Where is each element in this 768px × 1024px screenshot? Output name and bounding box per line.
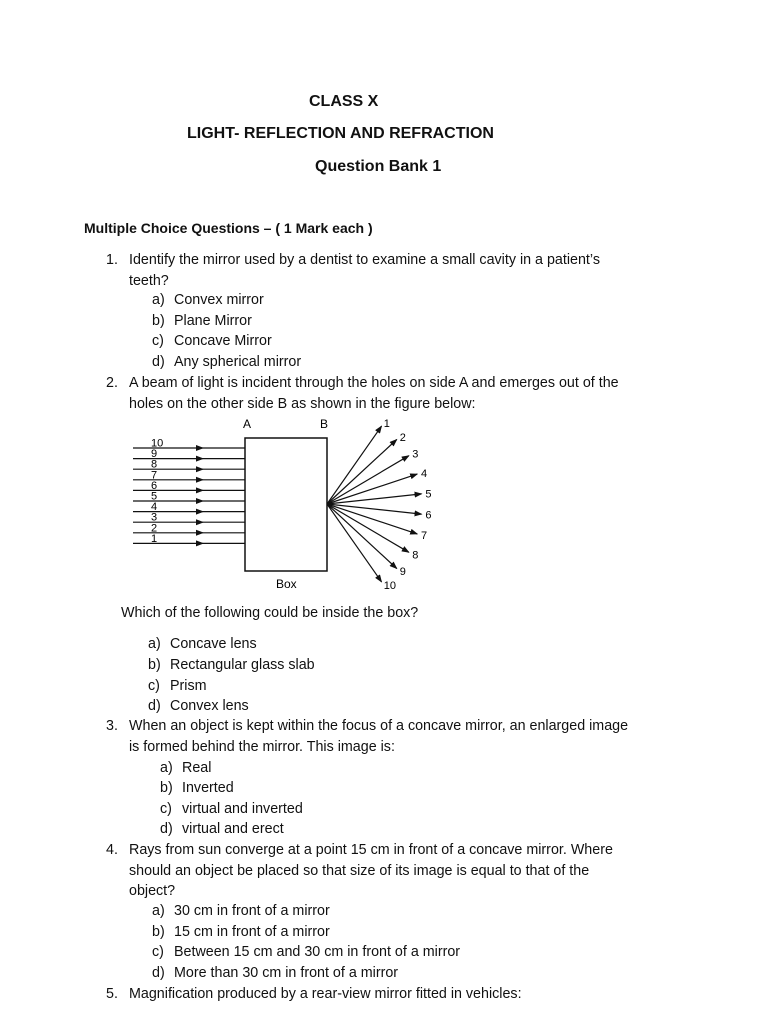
question-2-prompt: Which of the following could be inside the box? — [121, 605, 419, 621]
outgoing-ray-label: 6 — [425, 509, 432, 522]
incoming-ray-label: 6 — [151, 479, 158, 492]
option-4d: d) More than 30 cm in front of a mirror — [152, 965, 399, 981]
question-text-line: should an object be placed so that size of its image is equal to that of the — [129, 862, 590, 879]
outgoing-ray-label: 2 — [399, 431, 406, 444]
option-3a: a) Real — [160, 760, 212, 776]
outgoing-ray — [327, 440, 397, 505]
option-2c: c) Prism — [148, 678, 207, 694]
outgoing-ray-label: 10 — [383, 580, 397, 592]
question-text-line: Rays from sun converge at a point 15 cm in front of a concave mirror. Where — [129, 842, 613, 858]
incoming-ray-label: 3 — [151, 511, 158, 524]
question-number: 3. — [106, 718, 118, 734]
question-number: 4. — [106, 842, 118, 858]
option-1c: c) Concave Mirror — [152, 333, 272, 349]
incoming-ray-label: 2 — [151, 522, 158, 535]
question-text-line: is formed behind the mirror. This image is: — [129, 738, 395, 755]
incoming-ray-label: 1 — [151, 532, 158, 545]
arrow-icon — [196, 456, 204, 462]
option-3b: b) Inverted — [160, 780, 234, 796]
side-b-label: B — [320, 417, 329, 431]
outgoing-ray-label: 9 — [399, 566, 406, 579]
outgoing-ray — [327, 504, 382, 582]
option-1d: d) Any spherical mirror — [152, 354, 302, 370]
question-number: 5. — [106, 986, 118, 1002]
outgoing-rays — [327, 418, 432, 592]
outgoing-ray-label: 4 — [421, 467, 428, 480]
outgoing-ray-label: 1 — [383, 417, 390, 430]
question-text-line: holes on the other side B as shown in the figure below: — [129, 395, 476, 412]
arrow-icon — [196, 509, 204, 515]
arrow-icon — [196, 477, 204, 483]
option-4b: b) 15 cm in front of a mirror — [152, 924, 330, 940]
arrow-icon — [196, 445, 204, 451]
question-text-line: When an object is kept within the focus of a concave mirror, an enlarged image — [129, 718, 629, 734]
outgoing-ray-label: 5 — [425, 488, 432, 501]
side-a-label: A — [243, 417, 252, 431]
question-number: 1. — [106, 252, 118, 268]
incoming-ray-label: 5 — [151, 490, 158, 503]
option-3c: c) virtual and inverted — [160, 801, 303, 817]
question-text-line: A beam of light is incident through the holes on side A and emerges out of the — [129, 375, 619, 391]
incoming-ray-label: 8 — [151, 458, 158, 471]
section-heading: Multiple Choice Questions – ( 1 Mark each ) — [84, 220, 373, 236]
question-number: 2. — [106, 375, 118, 391]
option-1b: b) Plane Mirror — [152, 313, 252, 329]
arrow-icon — [196, 519, 204, 525]
option-2b: b) Rectangular glass slab — [148, 657, 315, 673]
outgoing-ray-label: 3 — [412, 448, 419, 461]
light-box-figure — [120, 412, 440, 592]
arrow-icon — [196, 466, 204, 472]
arrow-icon — [196, 498, 204, 504]
option-4a: a) 30 cm in front of a mirror — [152, 903, 330, 919]
box-label: Box — [276, 577, 297, 591]
incoming-ray-label: 7 — [151, 469, 158, 482]
incoming-ray-label: 9 — [151, 448, 158, 461]
incoming-ray-label: 4 — [151, 501, 158, 514]
incoming-rays — [133, 438, 245, 547]
question-bank-title: Question Bank 1 — [315, 158, 442, 175]
chapter-title: LIGHT- REFLECTION AND REFRACTION — [187, 125, 494, 142]
option-4c: c) Between 15 cm and 30 cm in front of a mirror — [152, 944, 461, 960]
box — [245, 438, 327, 571]
outgoing-ray-label: 7 — [421, 530, 428, 543]
question-text-line: teeth? — [129, 272, 169, 289]
option-2d: d) Convex lens — [148, 698, 249, 714]
arrow-icon — [196, 540, 204, 546]
outgoing-ray — [327, 504, 397, 569]
question-text-line: Identify the mirror used by a dentist to examine a small cavity in a patient’s — [129, 252, 600, 268]
arrow-icon — [196, 487, 204, 493]
class-title: CLASS X — [309, 93, 379, 110]
question-text-line: object? — [129, 883, 176, 900]
outgoing-ray — [327, 426, 382, 504]
question-text-line: Magnification produced by a rear-view mirror fitted in vehicles: — [129, 986, 522, 1002]
option-2a: a) Concave lens — [148, 636, 257, 652]
option-3d: d) virtual and erect — [160, 821, 284, 837]
arrow-icon — [196, 530, 204, 536]
outgoing-ray-label: 8 — [412, 549, 419, 562]
incoming-ray-label: 10 — [151, 437, 164, 450]
option-1a: a) Convex mirror — [152, 292, 264, 308]
